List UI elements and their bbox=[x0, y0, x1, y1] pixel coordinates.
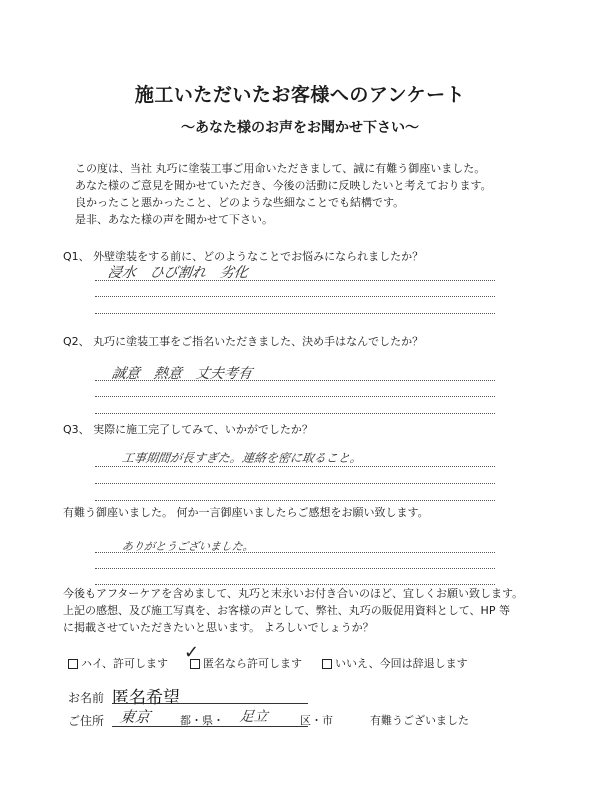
name-label: お名前 bbox=[68, 691, 105, 705]
option-no[interactable] bbox=[322, 655, 468, 671]
comment-question: 有難う御座いました。 何か一言御座いましたらご感想をお願い致します。 bbox=[63, 506, 429, 519]
name-value[interactable]: 匿名希望 bbox=[112, 688, 180, 708]
address-prefecture-suffix: 都・県・ bbox=[180, 714, 224, 727]
page-subtitle: ～あなた様のお声をお聞かせ下さい～ bbox=[181, 120, 419, 136]
checkbox-icon[interactable] bbox=[322, 659, 332, 669]
address-city-suffix: 区・市 bbox=[300, 714, 333, 727]
intro-line: 良かったこと悪かったこと、どのような些細なことでも結構です。 bbox=[75, 196, 405, 209]
intro-line: あなた様のご意見を聞かせていただき、今後の活動に反映したいと考えております。 bbox=[75, 179, 492, 192]
answer-line bbox=[95, 296, 495, 297]
permission-line: に掲載させていただきたいと思います。 よろしいでしょうか？ bbox=[63, 621, 374, 634]
address-city-value[interactable]: 足立 bbox=[238, 709, 269, 725]
q2-question: Q2、 丸巧に塗装工事をご指名いただきました、決め手はなんでしたか？ bbox=[63, 335, 424, 348]
answer-line bbox=[95, 552, 495, 553]
intro-line: この度は、当社 丸巧に塗装工事ご用命いただきまして、誠に有難う御座いました。 bbox=[75, 162, 486, 175]
answer-line bbox=[95, 280, 495, 281]
address-label: ご住所 bbox=[68, 714, 105, 728]
answer-line bbox=[95, 500, 495, 501]
name-underline bbox=[112, 703, 308, 704]
answer-line bbox=[95, 413, 495, 414]
option-yes-label: ハイ、許可します bbox=[81, 657, 169, 670]
page-title: 施工いただいたお客様へのアンケート bbox=[134, 84, 466, 106]
address-underline bbox=[112, 726, 308, 727]
answer-line bbox=[95, 313, 495, 314]
q3-answer[interactable]: 工事期間が長すぎた。連絡を密に取ること。 bbox=[120, 451, 363, 465]
checkmark-icon: ✓ bbox=[184, 642, 200, 663]
thanks-text: 有難うございました bbox=[370, 714, 469, 727]
permission-line: 上記の感想、及び施工写真を、お客様の声として、弊社、丸巧の販促用資料として、HP 等 bbox=[63, 604, 510, 617]
option-yes[interactable] bbox=[68, 655, 168, 671]
answer-line bbox=[95, 466, 495, 467]
q1-question: Q1、 外壁塗装をする前に、どのようなことでお悩みになられましたか？ bbox=[63, 250, 424, 263]
address-prefecture-value[interactable]: 東京 bbox=[118, 708, 152, 726]
answer-line bbox=[95, 396, 495, 397]
permission-line: 今後もアフターケアを含めまして、丸巧と末永いお付き合いのほど、宜しくお願い致します。 bbox=[63, 587, 524, 600]
option-no-label: いいえ、今回は辞退します bbox=[335, 657, 468, 670]
option-anonymous[interactable] bbox=[190, 655, 302, 671]
q1-answer[interactable]: 浸水 ひび割れ 劣化 bbox=[106, 265, 249, 281]
intro-line: 是非、あなた様の声を聞かせて下さい。 bbox=[75, 213, 273, 226]
permission-paragraph bbox=[63, 585, 543, 636]
checkbox-icon[interactable] bbox=[68, 659, 78, 669]
comment-answer[interactable]: ありがとうございました。 bbox=[121, 540, 255, 553]
answer-line bbox=[95, 568, 495, 569]
q3-question: Q3、 実際に施工完了してみて、いかがでしたか？ bbox=[63, 423, 313, 436]
option-anonymous-label: 匿名なら許可します bbox=[203, 657, 302, 670]
q2-answer[interactable]: 誠意 熱意 丈夫考有 bbox=[110, 366, 253, 382]
intro-paragraph bbox=[75, 160, 545, 228]
answer-line bbox=[95, 483, 495, 484]
answer-line bbox=[95, 380, 495, 381]
